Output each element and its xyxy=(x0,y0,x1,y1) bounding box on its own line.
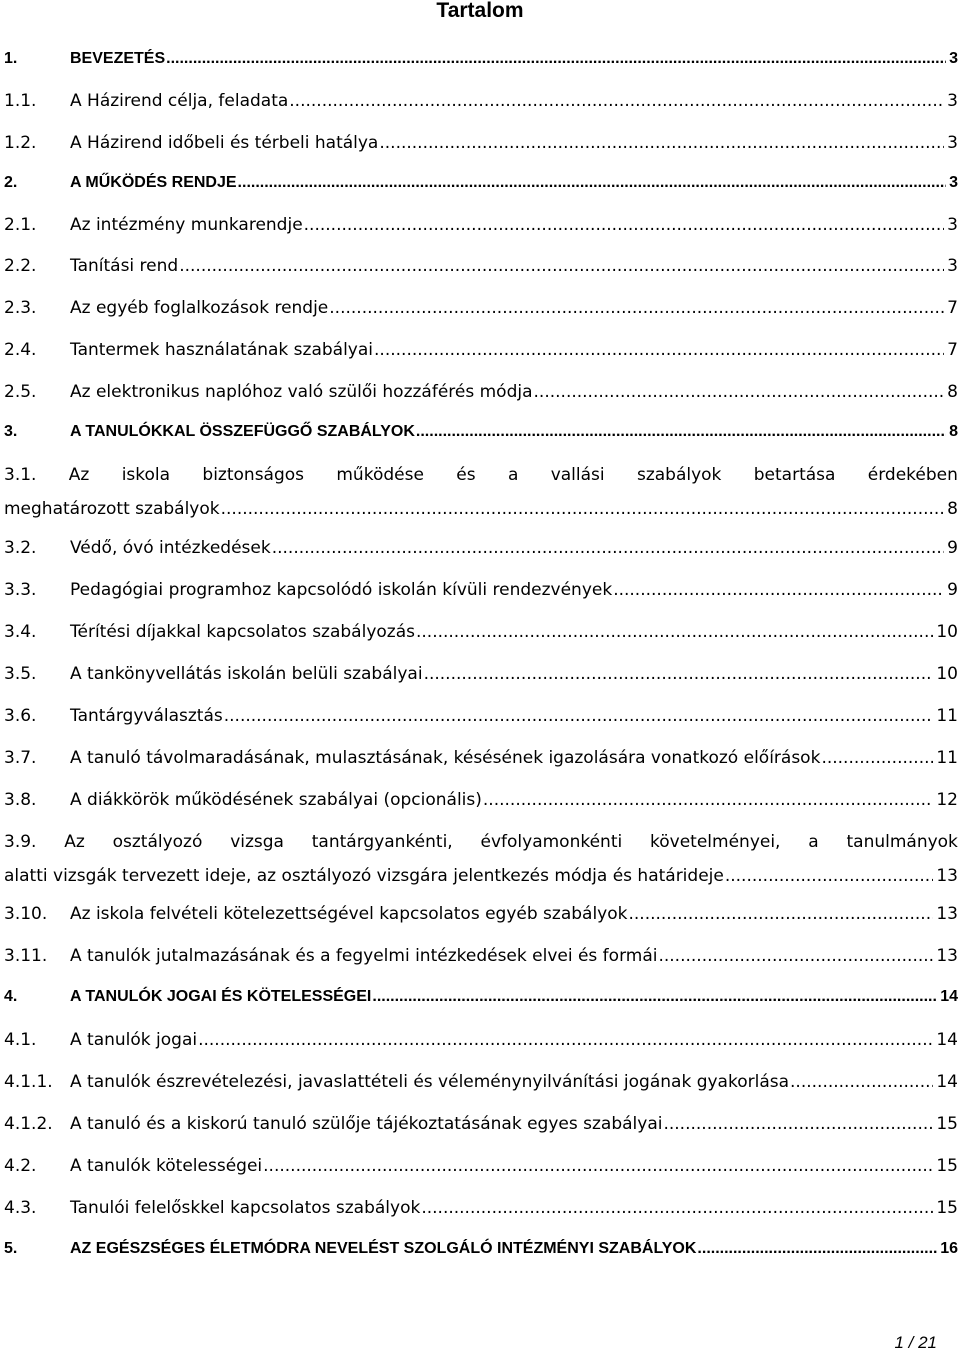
toc-title-word: a xyxy=(507,465,519,485)
toc-entry-3-3[interactable] xyxy=(4,580,958,604)
toc-row-justified xyxy=(4,465,958,489)
toc-entry-3-9[interactable] xyxy=(4,832,958,890)
toc-row xyxy=(4,580,958,604)
toc-entry-2-3[interactable] xyxy=(4,298,958,322)
toc-row xyxy=(4,1030,958,1054)
toc-title: Az intézmény munkarendje xyxy=(70,215,303,235)
toc-page-number: 13 xyxy=(936,866,958,886)
toc-entry-4-1-2[interactable] xyxy=(4,1114,958,1138)
toc-title-word: tantárgyankénti, xyxy=(311,832,453,852)
toc-title: A TANULÓKKAL ÖSSZEFÜGGŐ SZABÁLYOK xyxy=(70,423,415,440)
toc-row xyxy=(4,382,958,406)
toc-title: Az egyéb foglalkozások rendje xyxy=(70,298,329,318)
toc-number: 3.11. xyxy=(4,946,48,966)
toc-page-number: 7 xyxy=(947,298,958,318)
dot-leader xyxy=(224,706,934,726)
toc-title: A diákkörök működésének szabályai (opcionális) xyxy=(70,790,482,810)
toc-row xyxy=(4,706,958,730)
toc-title: A tanulók jogai xyxy=(70,1030,198,1050)
toc-number: 2.1. xyxy=(4,215,37,235)
dot-leader xyxy=(263,1156,933,1176)
toc-row xyxy=(4,1114,958,1138)
dot-leader xyxy=(725,866,934,886)
toc-entry-3-6[interactable] xyxy=(4,706,958,730)
dot-leader xyxy=(198,1030,933,1050)
toc-number: 1.1. xyxy=(4,91,37,111)
toc-row xyxy=(4,664,958,688)
toc-page-number: 16 xyxy=(940,1240,958,1257)
toc-title: Tanítási rend xyxy=(70,256,179,276)
toc-row xyxy=(4,904,958,928)
toc-row xyxy=(4,340,958,364)
toc-number: 4.3. xyxy=(4,1198,37,1218)
toc-title: Tantárgyválasztás xyxy=(70,706,223,726)
toc-page-number: 8 xyxy=(949,423,958,440)
toc-title: A tankönyvellátás iskolán belüli szabályai xyxy=(70,664,423,684)
toc-title: A tanulók észrevételezési, javaslattételi és véleménynyilvánítási jogának gyakorlása xyxy=(70,1072,790,1092)
toc-entry-2-5[interactable] xyxy=(4,382,958,406)
toc-title-word: szabályok xyxy=(636,465,722,485)
toc-row xyxy=(4,133,958,157)
toc-title: Védő, óvó intézkedések xyxy=(70,538,271,558)
toc-entry-3[interactable] xyxy=(4,423,958,447)
toc-row xyxy=(4,423,958,447)
toc-number: 3.5. xyxy=(4,664,37,684)
toc-number: 5. xyxy=(4,1240,18,1257)
toc-row xyxy=(4,1240,958,1264)
toc-page-number: 14 xyxy=(936,1072,958,1092)
toc-entry-5[interactable] xyxy=(4,1240,958,1264)
toc-entry-3-1[interactable] xyxy=(4,465,958,523)
toc-title-word: iskola xyxy=(121,465,171,485)
toc-entry-4-1-1[interactable] xyxy=(4,1072,958,1096)
toc-title-word: vizsga xyxy=(230,832,284,852)
toc-row xyxy=(4,91,958,115)
dot-leader xyxy=(179,256,944,276)
toc-page-number: 12 xyxy=(936,790,958,810)
toc-number: 2.2. xyxy=(4,256,37,276)
toc-page-number: 3 xyxy=(949,174,958,191)
dot-leader xyxy=(416,423,946,441)
toc-title: Az iskola felvételi kötelezettségével kapcsolatos egyéb szabályok xyxy=(70,904,628,924)
toc-page-number: 15 xyxy=(936,1114,958,1134)
dot-leader xyxy=(697,1240,937,1258)
toc-title-word: osztályozó xyxy=(112,832,203,852)
dot-leader xyxy=(421,1198,933,1218)
toc-number: 3.6. xyxy=(4,706,37,726)
dot-leader xyxy=(658,946,933,966)
toc-entry-3-10[interactable] xyxy=(4,904,958,928)
toc-row xyxy=(4,748,958,772)
toc-number: 4. xyxy=(4,988,18,1005)
toc-title: Pedagógiai programhoz kapcsolódó iskolán kívüli rendezvények xyxy=(70,580,613,600)
toc-page-number: 11 xyxy=(936,748,958,768)
toc-page-number: 8 xyxy=(947,382,958,402)
toc-title: Térítési díjakkal kapcsolatos szabályozás xyxy=(70,622,415,642)
toc-page-number: 3 xyxy=(947,215,958,235)
dot-leader xyxy=(416,622,933,642)
toc-row xyxy=(4,256,958,280)
toc-page-number: 15 xyxy=(936,1156,958,1176)
toc-page-number: 3 xyxy=(947,91,958,111)
toc-number: 4.2. xyxy=(4,1156,37,1176)
dot-leader xyxy=(329,298,944,318)
toc-row xyxy=(4,946,958,970)
toc-title-word: betartása xyxy=(753,465,836,485)
toc-page-number: 14 xyxy=(936,1030,958,1050)
toc-title: A TANULÓK JOGAI ÉS KÖTELESSÉGEI xyxy=(70,988,372,1005)
toc-entry-3-8[interactable] xyxy=(4,790,958,814)
toc-title-continued: alatti vizsgák tervezett ideje, az osztályozó vizsgára jelentkezés módja és határideje xyxy=(4,866,724,886)
dot-leader xyxy=(238,174,947,192)
toc-entry-4-3[interactable] xyxy=(4,1198,958,1222)
dot-leader xyxy=(374,340,944,360)
toc-entry-4-2[interactable] xyxy=(4,1156,958,1180)
toc-row xyxy=(4,174,958,198)
toc-row xyxy=(4,622,958,646)
toc-entry-1-2[interactable] xyxy=(4,133,958,157)
toc-number: 3.2. xyxy=(4,538,37,558)
toc-row xyxy=(4,790,958,814)
toc-number: 4.1.2. xyxy=(4,1114,53,1134)
toc-page-number: 13 xyxy=(936,946,958,966)
toc-page-number: 10 xyxy=(936,664,958,684)
toc-number: 4.1.1. xyxy=(4,1072,53,1092)
toc-entry-4[interactable] xyxy=(4,988,958,1012)
dot-leader xyxy=(613,580,944,600)
toc-page-number: 13 xyxy=(936,904,958,924)
toc-title: A tanulók jutalmazásának és a fegyelmi intézkedések elvei és formái xyxy=(70,946,658,966)
toc-entry-3-2[interactable] xyxy=(4,538,958,562)
toc-title: Tanulói felelőskkel kapcsolatos szabályok xyxy=(70,1198,421,1218)
dot-leader xyxy=(663,1114,933,1134)
toc-title-word: tanulmányok xyxy=(846,832,958,852)
toc-row xyxy=(4,1072,958,1096)
toc-row xyxy=(4,538,958,562)
page-number: 1 / 21 xyxy=(894,1333,937,1352)
toc-number: 4.1. xyxy=(4,1030,37,1050)
toc-title: Az elektronikus naplóhoz való szülői hozzáférés módja xyxy=(70,382,533,402)
toc-page-number: 3 xyxy=(949,50,958,67)
dot-leader xyxy=(221,499,945,519)
toc-entry-1-1[interactable] xyxy=(4,91,958,115)
toc-title-word: vallási xyxy=(550,465,605,485)
toc-number: 2.5. xyxy=(4,382,37,402)
toc-number: 3. xyxy=(4,423,18,440)
toc-entry-2-2[interactable] xyxy=(4,256,958,280)
toc-row-continued xyxy=(4,499,958,523)
toc-number: 1. xyxy=(4,50,18,67)
toc-page-number: 9 xyxy=(947,580,958,600)
dot-leader xyxy=(304,215,945,235)
toc-page-number: 14 xyxy=(940,988,958,1005)
toc-title-word: követelményei, xyxy=(650,832,781,852)
toc-entry-3-4[interactable] xyxy=(4,622,958,646)
toc-number: 3.8. xyxy=(4,790,37,810)
toc-number: 3.4. xyxy=(4,622,37,642)
toc-row xyxy=(4,50,958,74)
dot-leader xyxy=(166,50,946,68)
toc-title-word: érdekében xyxy=(867,465,958,485)
toc-number: 1.2. xyxy=(4,133,37,153)
toc-title-word: biztonságos xyxy=(202,465,305,485)
toc-number: 3.3. xyxy=(4,580,37,600)
toc-title-word: a xyxy=(808,832,819,852)
toc-entry-2[interactable] xyxy=(4,174,958,198)
toc-title: A tanuló távolmaradásának, mulasztásának, késésének igazolására vonatkozó előírások xyxy=(70,748,821,768)
toc-row xyxy=(4,298,958,322)
dot-leader xyxy=(424,664,934,684)
toc-number: 2.4. xyxy=(4,340,37,360)
toc-title-word: Az xyxy=(68,465,90,485)
toc-entry-4-1[interactable] xyxy=(4,1030,958,1054)
toc-title: A tanulók kötelességei xyxy=(70,1156,263,1176)
toc-entry-1[interactable] xyxy=(4,50,958,74)
toc-title: A Házirend célja, feladata xyxy=(70,91,289,111)
dot-leader xyxy=(483,790,933,810)
toc-page-number: 3 xyxy=(947,256,958,276)
toc-title-word: Az xyxy=(64,832,85,852)
toc-page-number: 9 xyxy=(947,538,958,558)
toc-number: 3.7. xyxy=(4,748,37,768)
toc-title: BEVEZETÉS xyxy=(70,50,166,67)
page-title: Tartalom xyxy=(436,0,524,22)
toc-title: A tanuló és a kiskorú tanuló szülője tájékoztatásának egyes szabályai xyxy=(70,1114,663,1134)
toc-number: 3.9. xyxy=(4,832,37,852)
toc-entry-2-4[interactable] xyxy=(4,340,958,364)
dot-leader xyxy=(821,748,933,768)
toc-title-continued: meghatározott szabályok xyxy=(4,499,220,519)
toc-page-number: 11 xyxy=(936,706,958,726)
dot-leader xyxy=(628,904,933,924)
dot-leader xyxy=(372,988,937,1006)
toc-title: AZ EGÉSZSÉGES ÉLETMÓDRA NEVELÉST SZOLGÁLÓ INTÉZMÉNYI SZABÁLYOK xyxy=(70,1240,697,1257)
toc-row-continued xyxy=(4,866,958,890)
toc-page-number: 8 xyxy=(947,499,958,519)
toc-entry-2-1[interactable] xyxy=(4,215,958,239)
toc-number: 2.3. xyxy=(4,298,37,318)
toc-row xyxy=(4,1198,958,1222)
toc-title: A MŰKÖDÉS RENDJE xyxy=(70,174,237,191)
dot-leader xyxy=(289,91,944,111)
toc-number: 2. xyxy=(4,174,18,191)
toc-title-word: és xyxy=(456,465,476,485)
toc-page-number: 15 xyxy=(936,1198,958,1218)
toc-row xyxy=(4,988,958,1012)
toc-row-justified xyxy=(4,832,958,856)
dot-leader xyxy=(272,538,944,558)
toc-title: Tantermek használatának szabályai xyxy=(70,340,374,360)
toc-entry-3-11[interactable] xyxy=(4,946,958,970)
toc-row xyxy=(4,215,958,239)
toc-page-number: 3 xyxy=(947,133,958,153)
dot-leader xyxy=(534,382,945,402)
toc-entry-3-5[interactable] xyxy=(4,664,958,688)
toc-number: 3.10. xyxy=(4,904,48,924)
dot-leader xyxy=(379,133,944,153)
toc-page-number: 10 xyxy=(936,622,958,642)
toc-entry-3-7[interactable] xyxy=(4,748,958,772)
toc-title-word: működése xyxy=(336,465,424,485)
toc-page-number: 7 xyxy=(947,340,958,360)
toc-title-word: évfolyamonkénti xyxy=(480,832,623,852)
dot-leader xyxy=(790,1072,933,1092)
toc-row xyxy=(4,1156,958,1180)
toc-number: 3.1. xyxy=(4,465,37,485)
toc-title: A Házirend időbeli és térbeli hatálya xyxy=(70,133,379,153)
